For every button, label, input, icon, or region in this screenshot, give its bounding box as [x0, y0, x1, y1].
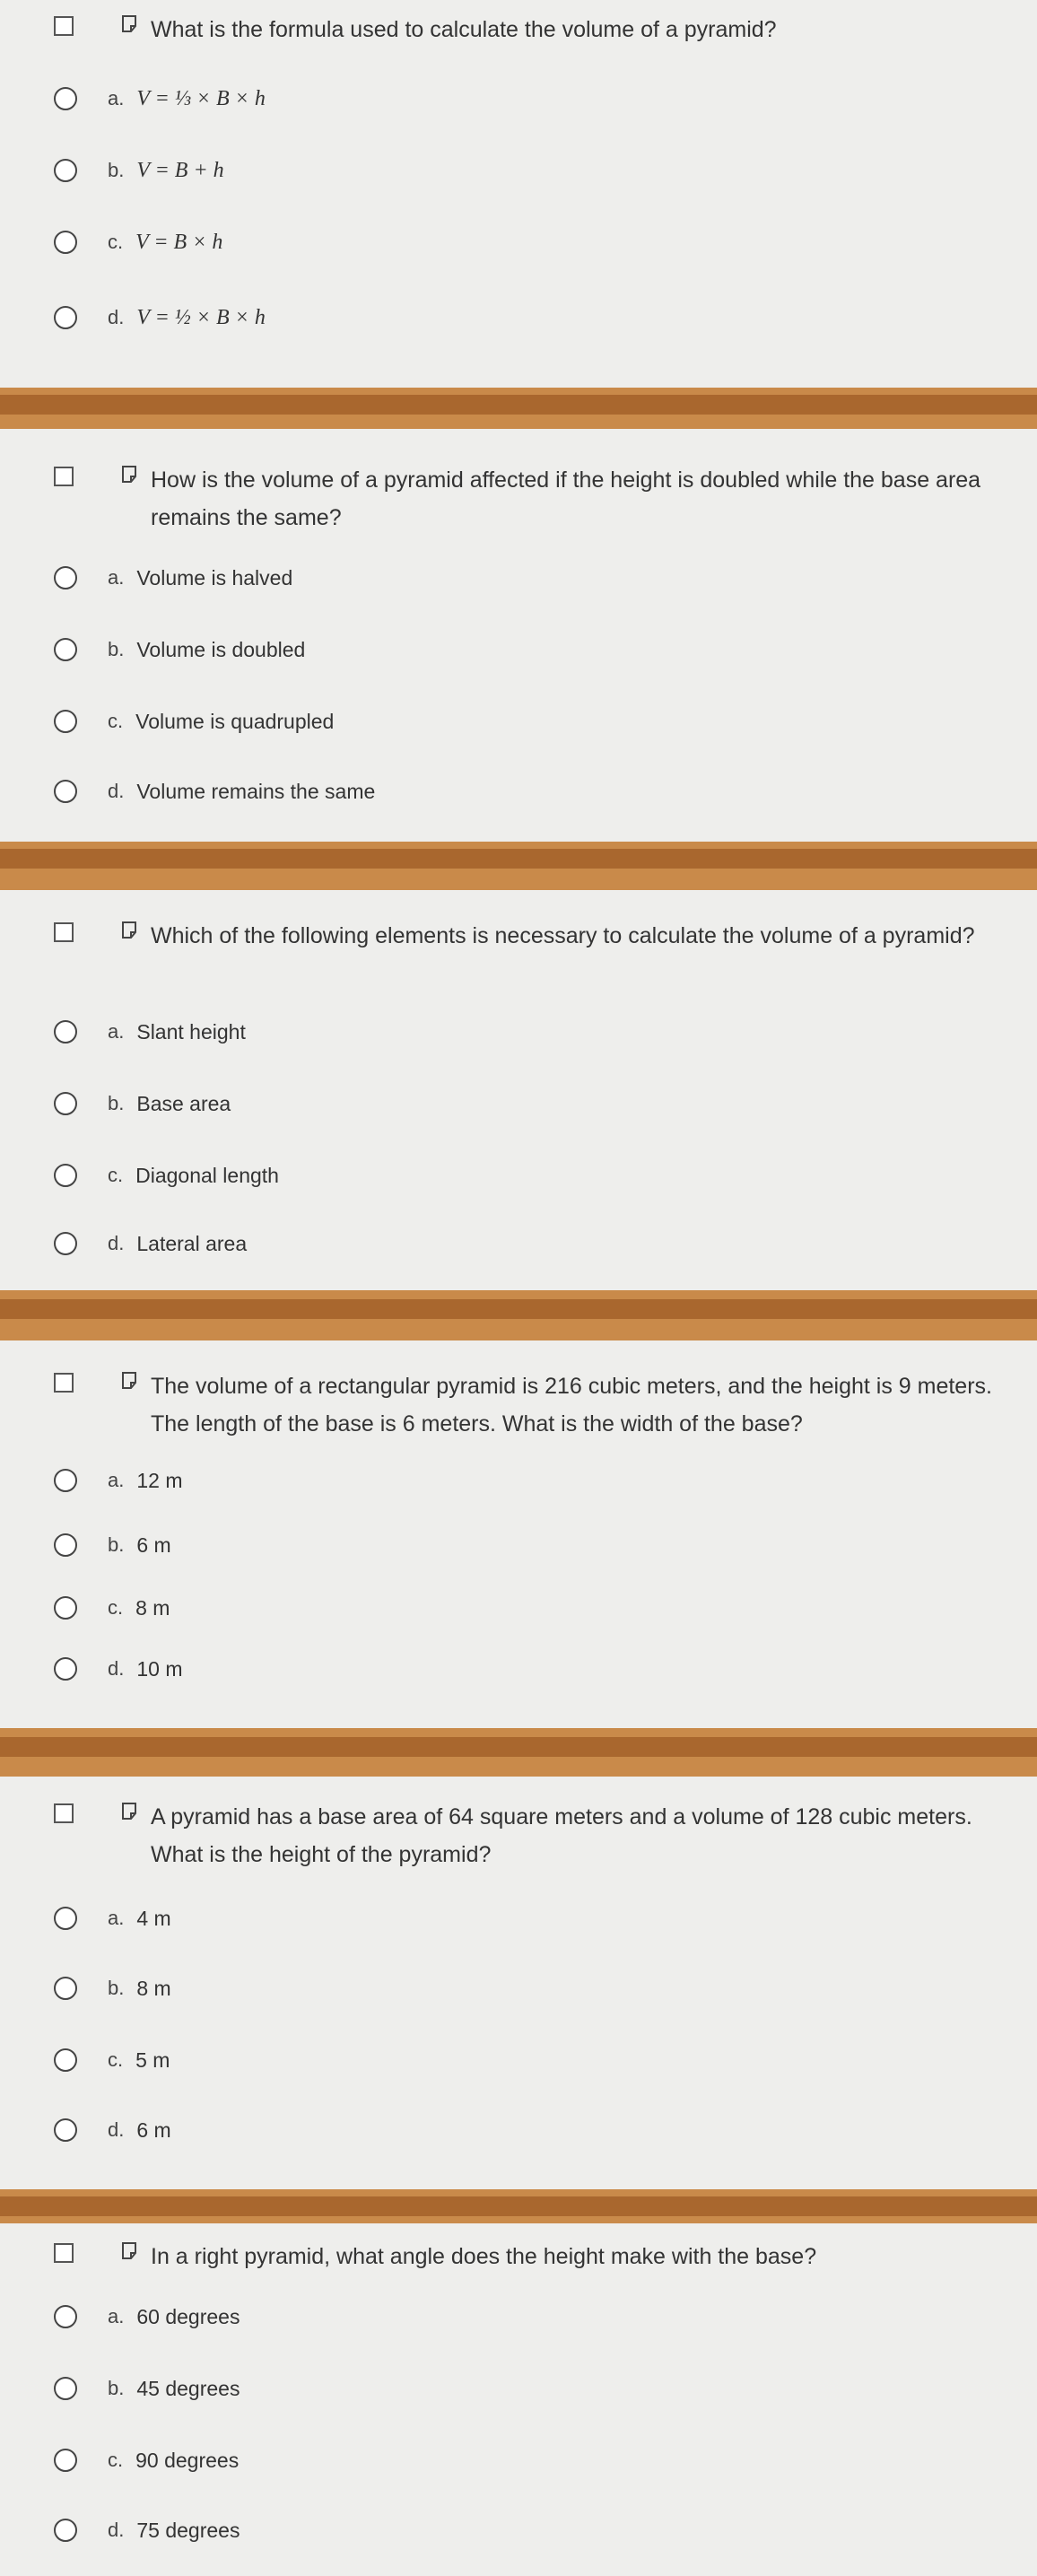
question-card-2 — [0, 429, 1037, 842]
question-text: In a right pyramid, what angle does the height make with the base? — [151, 2244, 817, 2269]
radio-button[interactable] — [54, 1164, 77, 1187]
option-d[interactable]: d. Volume remains the same — [54, 775, 375, 808]
question-text: A pyramid has a base area of 64 square meters and a volume of 128 cubic meters. What is the height of the pyramid? — [151, 1804, 972, 1867]
select-checkbox[interactable] — [54, 467, 74, 486]
divider — [0, 849, 1037, 869]
radio-button[interactable] — [54, 1977, 77, 2000]
radio-button[interactable] — [54, 159, 77, 182]
select-checkbox[interactable] — [54, 16, 74, 36]
radio-button[interactable] — [54, 231, 77, 254]
option-b[interactable]: b. V = B + h — [54, 154, 224, 187]
radio-button[interactable] — [54, 2048, 77, 2072]
option-a[interactable]: a. Slant height — [54, 1016, 246, 1048]
question-card-1 — [0, 0, 1037, 388]
radio-button[interactable] — [54, 306, 77, 329]
divider — [0, 1737, 1037, 1757]
divider — [0, 1299, 1037, 1319]
option-a[interactable]: a. 12 m — [54, 1464, 183, 1497]
question-text: What is the formula used to calculate the volume of a pyramid? — [151, 17, 777, 42]
radio-button[interactable] — [54, 1533, 77, 1557]
radio-button[interactable] — [54, 2305, 77, 2328]
select-checkbox[interactable] — [54, 922, 74, 942]
option-a[interactable]: a. Volume is halved — [54, 562, 292, 594]
flag-icon[interactable] — [120, 465, 140, 485]
question-card-4 — [0, 1340, 1037, 1728]
radio-button[interactable] — [54, 1020, 77, 1043]
radio-button[interactable] — [54, 1469, 77, 1492]
select-checkbox[interactable] — [54, 1803, 74, 1823]
option-d[interactable]: d. Lateral area — [54, 1227, 247, 1260]
select-checkbox[interactable] — [54, 2243, 74, 2263]
question-card-5 — [0, 1777, 1037, 2189]
question-text: How is the volume of a pyramid affected if the height is doubled while the base area remains the same? — [151, 467, 981, 530]
flag-icon[interactable] — [120, 921, 140, 940]
option-d[interactable]: d. 10 m — [54, 1653, 183, 1685]
option-c[interactable]: c. V = B × h — [54, 226, 222, 258]
question-card-6 — [0, 2223, 1037, 2576]
option-c[interactable]: c. 5 m — [54, 2044, 170, 2076]
radio-button[interactable] — [54, 2118, 77, 2142]
option-b[interactable]: b. Volume is doubled — [54, 633, 305, 666]
radio-button[interactable] — [54, 1232, 77, 1255]
option-a[interactable]: a. 60 degrees — [54, 2301, 240, 2333]
option-c[interactable]: c. Volume is quadrupled — [54, 705, 334, 738]
option-c[interactable]: c. 8 m — [54, 1592, 170, 1624]
option-c[interactable]: c. Diagonal length — [54, 1159, 279, 1192]
option-a[interactable]: a. V = ⅓ × B × h — [54, 83, 266, 115]
radio-button[interactable] — [54, 1907, 77, 1930]
option-d[interactable]: d. 75 degrees — [54, 2514, 240, 2546]
flag-icon[interactable] — [120, 2241, 140, 2261]
flag-icon[interactable] — [120, 1371, 140, 1391]
radio-button[interactable] — [54, 1596, 77, 1620]
radio-button[interactable] — [54, 566, 77, 589]
option-b[interactable]: b. 8 m — [54, 1972, 171, 2004]
question-card-3 — [0, 890, 1037, 1290]
radio-button[interactable] — [54, 1092, 77, 1115]
question-text: Which of the following elements is necessary to calculate the volume of a pyramid? — [151, 923, 975, 948]
option-d[interactable]: d. 6 m — [54, 2114, 171, 2146]
radio-button[interactable] — [54, 2519, 77, 2542]
divider — [0, 2196, 1037, 2216]
radio-button[interactable] — [54, 1657, 77, 1681]
option-b[interactable]: b. 6 m — [54, 1529, 171, 1561]
radio-button[interactable] — [54, 780, 77, 803]
radio-button[interactable] — [54, 2377, 77, 2400]
option-a[interactable]: a. 4 m — [54, 1902, 171, 1934]
radio-button[interactable] — [54, 710, 77, 733]
flag-icon[interactable] — [120, 1802, 140, 1821]
divider — [0, 395, 1037, 415]
option-b[interactable]: b. Base area — [54, 1087, 231, 1120]
option-c[interactable]: c. 90 degrees — [54, 2444, 239, 2476]
option-b[interactable]: b. 45 degrees — [54, 2372, 240, 2405]
option-d[interactable]: d. V = ½ × B × h — [54, 301, 266, 334]
question-text: The volume of a rectangular pyramid is 216 cubic meters, and the height is 9 meters. The length of the base is 6 meters. What is the width of the base? — [151, 1374, 992, 1436]
radio-button[interactable] — [54, 638, 77, 661]
flag-icon[interactable] — [120, 14, 140, 34]
radio-button[interactable] — [54, 87, 77, 110]
radio-button[interactable] — [54, 2449, 77, 2472]
select-checkbox[interactable] — [54, 1373, 74, 1393]
